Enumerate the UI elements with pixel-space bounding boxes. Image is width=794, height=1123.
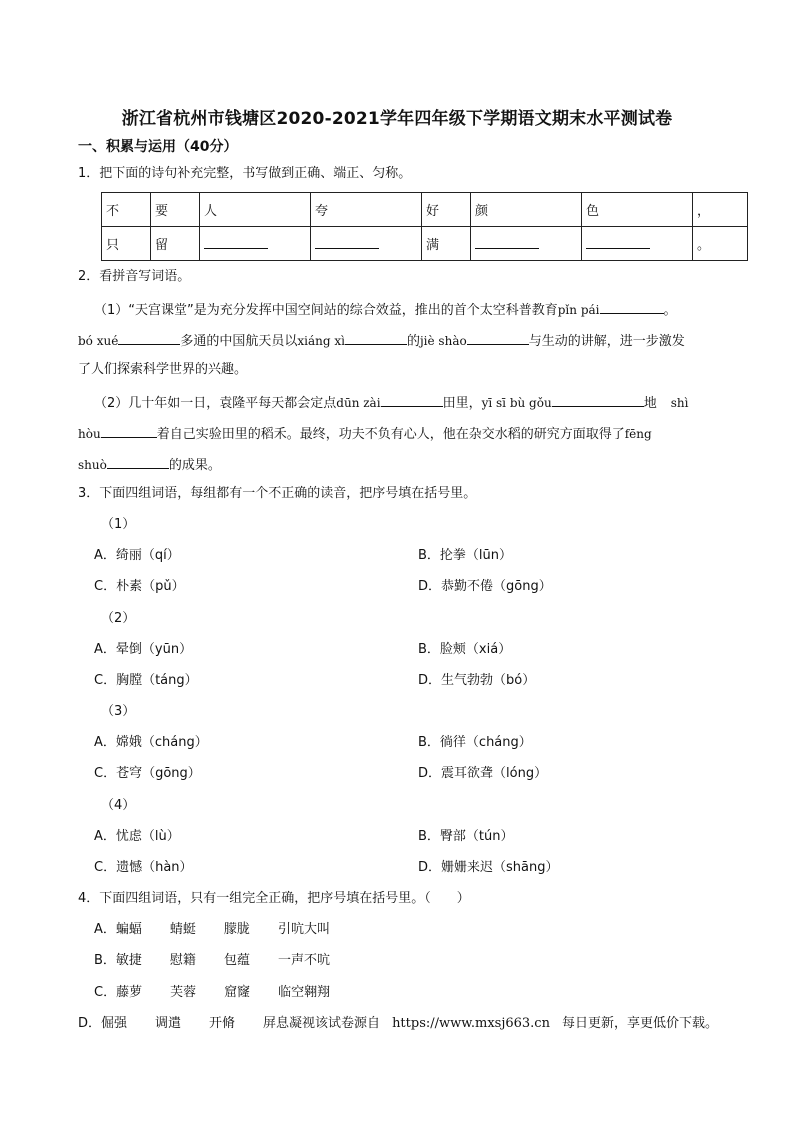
pinyin: fēng xyxy=(624,427,652,441)
answer-blank[interactable] xyxy=(381,392,443,407)
pinyin: pǐn pái xyxy=(557,303,600,317)
q2-p2-line3 xyxy=(78,454,221,475)
poem-row-2 xyxy=(102,227,748,261)
pinyin: dūn zài xyxy=(336,396,381,410)
page-title: 浙江省杭州市钱塘区2020-2021学年四年级下学期语文期末水平测试卷 xyxy=(121,109,673,129)
q3-option-c[interactable]: C．朴素（pǔ） xyxy=(94,579,185,594)
q3-option-b[interactable]: B．臀部（tún） xyxy=(418,829,514,844)
q2-p2-line1 xyxy=(94,392,688,413)
text: （2）几十年如一日，袁隆平每天都会定点 xyxy=(94,396,337,411)
poem-char: 颜 xyxy=(471,193,582,227)
answer-blank[interactable] xyxy=(552,392,644,407)
answer-blank[interactable] xyxy=(586,234,650,249)
download-note: 每日更新，享更低价下载。 xyxy=(561,1016,718,1031)
answer-blank[interactable] xyxy=(107,454,169,469)
q2-p1-line3: 了人们探索科学世界的兴趣。 xyxy=(78,362,248,377)
answer-blank[interactable] xyxy=(600,299,664,314)
q4-option-a[interactable] xyxy=(94,921,330,939)
word: 蜻蜓 xyxy=(169,922,196,937)
word: D．倔强 xyxy=(78,1016,128,1031)
q2-p1-line2 xyxy=(78,330,685,351)
q3-option-a[interactable]: A．嫦娥（cháng） xyxy=(94,735,208,750)
poem-char: 要 xyxy=(151,193,200,227)
section-heading: 一、积累与运用（40分） xyxy=(78,139,238,155)
text: 多通的中国航天员以 xyxy=(180,334,298,349)
source-link[interactable]: https://www.mxsj663.cn xyxy=(392,1016,550,1031)
q3-option-c[interactable]: C．遗憾（hàn） xyxy=(94,860,193,875)
poem-char: ， xyxy=(693,193,748,227)
poem-char: 人 xyxy=(200,193,311,227)
answer-blank[interactable] xyxy=(315,234,379,249)
q3-group-label: （3） xyxy=(101,704,136,719)
answer-blank[interactable] xyxy=(345,330,407,345)
poem-char: 色 xyxy=(582,193,693,227)
q2-p2-line2 xyxy=(78,423,652,444)
pinyin: bó xué xyxy=(78,334,119,348)
text: 着自己实验田里的稻禾。最终，功夫不负有心人，他在杂交水稻的研究方面取得了 xyxy=(156,427,625,442)
q1-stem: 1．把下面的诗句补充完整，书写做到正确、端正、匀称。 xyxy=(78,166,412,181)
q2-p1-line1 xyxy=(94,299,677,320)
q3-option-a[interactable]: A．晕倒（yūn） xyxy=(94,642,193,657)
poem-char: 只 xyxy=(102,227,151,261)
q3-option-b[interactable]: B．脸颊（xiá） xyxy=(418,642,512,657)
pinyin: shuò xyxy=(78,458,107,472)
q4-option-d[interactable] xyxy=(78,1015,718,1033)
word: 包蕴 xyxy=(223,953,250,968)
q4-option-b[interactable] xyxy=(94,952,330,970)
q4-option-c[interactable] xyxy=(94,984,330,1002)
word: C．藤萝 xyxy=(94,985,143,1000)
pinyin: shì xyxy=(670,396,689,410)
poem-blank-cell[interactable] xyxy=(311,227,422,261)
q3-option-d[interactable]: D．姗姗来迟（shāng） xyxy=(418,860,559,875)
poem-blank-cell[interactable] xyxy=(471,227,582,261)
q3-option-b[interactable]: B．徜徉（cháng） xyxy=(418,735,532,750)
poem-char: 夸 xyxy=(311,193,422,227)
answer-blank[interactable] xyxy=(101,423,157,438)
word: 调遣 xyxy=(155,1016,182,1031)
q3-group-label: （2） xyxy=(101,611,136,626)
answer-blank[interactable] xyxy=(467,330,529,345)
text: （1）“天宫课堂”是为充分发挥中国空间站的综合效益，推出的首个太空科普教育 xyxy=(94,303,558,318)
word: 开脩 xyxy=(209,1016,236,1031)
q3-option-a[interactable]: A．忧虑（lù） xyxy=(94,829,180,844)
q3-option-d[interactable]: D．恭勤不倦（gōng） xyxy=(418,579,552,594)
poem-blank-cell[interactable] xyxy=(200,227,311,261)
answer-blank[interactable] xyxy=(118,330,180,345)
text: 地 xyxy=(643,396,657,411)
q3-option-b[interactable]: B．抡拳（lūn） xyxy=(418,548,513,563)
poem-table xyxy=(101,192,748,261)
pinyin: jiè shào xyxy=(419,334,467,348)
text: 与生动的讲解，进一步激发 xyxy=(528,334,685,349)
answer-blank[interactable] xyxy=(475,234,539,249)
q3-option-c[interactable]: C．胸膛（táng） xyxy=(94,673,198,688)
source-note: 屏息凝视该试卷源自 xyxy=(263,1016,381,1031)
q2-stem: 2．看拼音写词语。 xyxy=(78,269,191,284)
q3-group-label: （4） xyxy=(101,798,136,813)
q3-option-d[interactable]: D．生气勃勃（bó） xyxy=(418,673,536,688)
word: 慰籍 xyxy=(169,953,196,968)
poem-char: 。 xyxy=(693,227,748,261)
q3-option-d[interactable]: D．震耳欲聋（lóng） xyxy=(418,766,548,781)
q3-option-a[interactable]: A．绮丽（qí） xyxy=(94,548,180,563)
poem-char: 满 xyxy=(422,227,471,261)
q3-option-c[interactable]: C．苍穹（gōng） xyxy=(94,766,201,781)
poem-row-1 xyxy=(102,193,748,227)
text: 的成果。 xyxy=(168,458,221,473)
q4-stem: 4．下面四组词语，只有一组完全正确，把序号填在括号里。（ ） xyxy=(78,891,470,906)
text: 田里， xyxy=(442,396,482,411)
word: 朦胧 xyxy=(223,922,250,937)
word: 一声不吭 xyxy=(277,953,330,968)
answer-blank[interactable] xyxy=(204,234,268,249)
q3-stem: 3．下面四组词语，每组都有一个不正确的读音，把序号填在括号里。 xyxy=(78,486,477,501)
pinyin: xiáng xì xyxy=(297,334,345,348)
poem-blank-cell[interactable] xyxy=(582,227,693,261)
word: B．敏捷 xyxy=(94,953,142,968)
pinyin: hòu xyxy=(78,427,101,441)
word: 窟窿 xyxy=(224,985,251,1000)
pinyin: yī sī bù gǒu xyxy=(481,396,552,410)
text: 的 xyxy=(406,334,420,349)
poem-char: 留 xyxy=(151,227,200,261)
text: 。 xyxy=(663,303,677,318)
poem-char: 好 xyxy=(422,193,471,227)
word: 芙蓉 xyxy=(170,985,197,1000)
word: 临空翱翔 xyxy=(278,985,331,1000)
poem-char: 不 xyxy=(102,193,151,227)
q3-group-label: （1） xyxy=(101,517,136,532)
word: A．蝙蝠 xyxy=(94,922,142,937)
word: 引吭大叫 xyxy=(277,922,330,937)
